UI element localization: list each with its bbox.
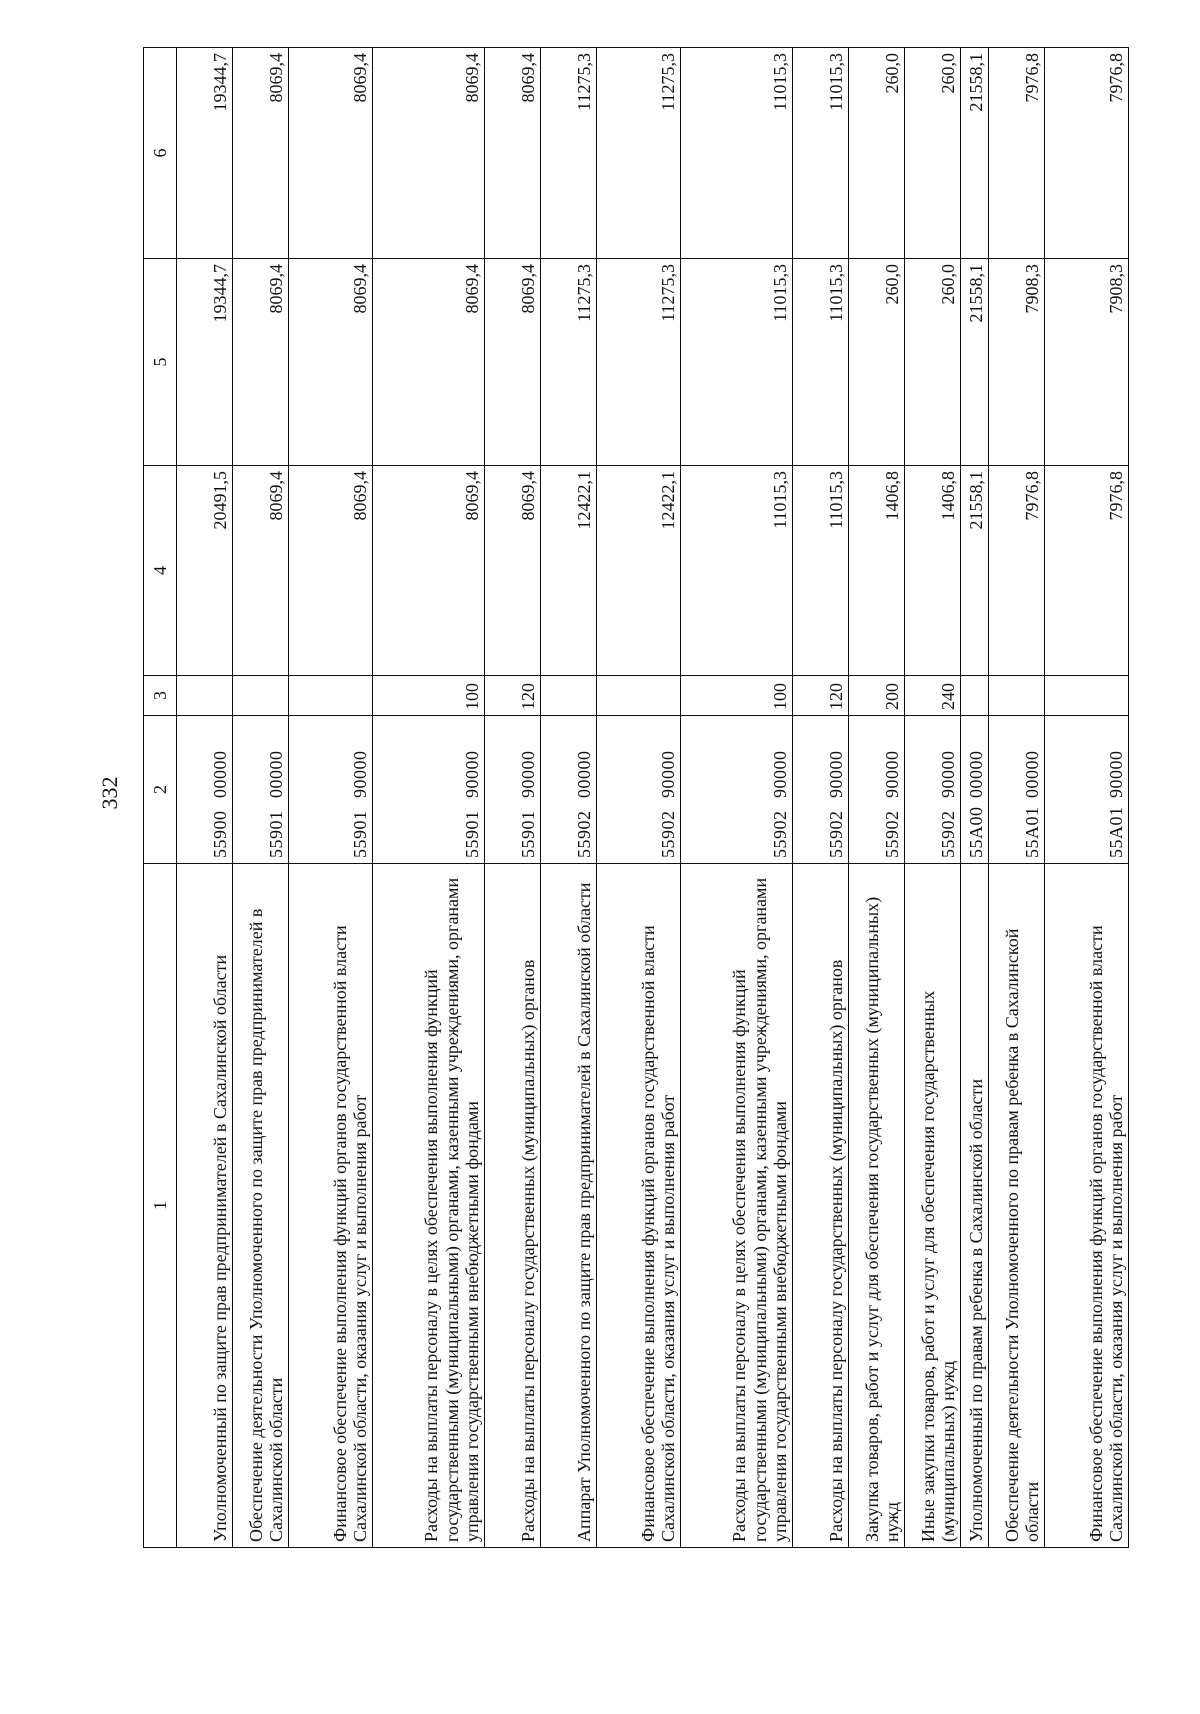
page-number: 332 [97, 776, 122, 810]
row-value-col4: 1406,8 [905, 466, 961, 676]
header-col-4: 4 [144, 466, 177, 676]
row-name: Уполномоченный по правам ребенка в Сахалинской области [961, 864, 989, 1548]
row-value-col5: 8069,4 [485, 259, 541, 466]
row-value-col5: 8069,4 [289, 259, 373, 466]
row-value-col4: 12422,1 [597, 466, 681, 676]
table-row [681, 48, 793, 1548]
row-expense-type [541, 676, 597, 716]
row-code-program: 55А01 [1106, 806, 1127, 858]
row-expense-type [289, 676, 373, 716]
row-name: Аппарат Уполномоченного по защите прав предпринимателей в Сахалинской области [541, 864, 597, 1548]
table-row [905, 48, 961, 1548]
row-value-col6: 21558,1 [961, 48, 989, 259]
row-code-direction: 90000 [1106, 750, 1127, 798]
row-value-col5: 8069,4 [233, 259, 289, 466]
row-target-code [961, 716, 989, 864]
row-expense-type [597, 676, 681, 716]
row-expense-type: 200 [849, 676, 905, 716]
row-code-program: 55902 [658, 810, 679, 858]
row-value-col5: 11275,3 [541, 259, 597, 466]
row-name: Расходы на выплаты персоналу государственных (муниципальных) органов [485, 864, 541, 1548]
row-target-code [681, 716, 793, 864]
row-value-col6: 11275,3 [541, 48, 597, 259]
row-name: Иные закупки товаров, работ и услуг для обеспечения государственных (муниципальных) нужд [905, 864, 961, 1548]
row-target-code [373, 716, 485, 864]
row-expense-type: 100 [373, 676, 485, 716]
row-target-code [289, 716, 373, 864]
row-name: Обеспечение деятельности Уполномоченного по защите прав предпринимателей в Сахалинской области [233, 864, 289, 1548]
table-row [849, 48, 905, 1548]
row-target-code [989, 716, 1045, 864]
table-row [597, 48, 681, 1548]
table-row [793, 48, 849, 1548]
table-row [541, 48, 597, 1548]
row-value-col4: 21558,1 [961, 466, 989, 676]
row-value-col4: 7976,8 [1045, 466, 1129, 676]
row-name: Уполномоченный по защите прав предпринимателей в Сахалинской области [177, 864, 233, 1548]
header-col-6: 6 [144, 48, 177, 259]
row-value-col5: 11015,3 [681, 259, 793, 466]
row-code-program: 55900 [210, 810, 231, 858]
row-code-program: 55902 [574, 810, 595, 858]
row-target-code [597, 716, 681, 864]
row-expense-type [177, 676, 233, 716]
table-row [289, 48, 373, 1548]
row-value-col4: 7976,8 [989, 466, 1045, 676]
row-code-program: 55902 [826, 810, 847, 858]
row-name: Расходы на выплаты персоналу в целях обеспечения выполнения функций государственными (муниципальными) органами, казенными учреждениями, органами управления государственными внебюджетными фондами [681, 864, 793, 1548]
table-row [961, 48, 989, 1548]
row-target-code [905, 716, 961, 864]
row-value-col4: 8069,4 [485, 466, 541, 676]
row-value-col6: 11015,3 [681, 48, 793, 259]
row-value-col4: 8069,4 [373, 466, 485, 676]
row-name: Расходы на выплаты персоналу государственных (муниципальных) органов [793, 864, 849, 1548]
row-expense-type: 120 [485, 676, 541, 716]
row-target-code [1045, 716, 1129, 864]
row-code-program: 55901 [350, 810, 371, 858]
row-value-col5: 260,0 [849, 259, 905, 466]
row-target-code [793, 716, 849, 864]
row-target-code [177, 716, 233, 864]
row-expense-type: 240 [905, 676, 961, 716]
row-target-code [485, 716, 541, 864]
table-header-row [144, 48, 177, 1548]
row-code-direction: 00000 [1022, 750, 1043, 798]
row-value-col5: 7908,3 [1045, 259, 1129, 466]
row-value-col4: 12422,1 [541, 466, 597, 676]
row-value-col6: 19344,7 [177, 48, 233, 259]
row-code-direction: 90000 [658, 750, 679, 798]
row-value-col6: 260,0 [905, 48, 961, 259]
row-value-col4: 8069,4 [289, 466, 373, 676]
row-value-col5: 8069,4 [373, 259, 485, 466]
row-name: Расходы на выплаты персоналу в целях обеспечения выполнения функций государственными (муниципальными) органами, казенными учреждениями, органами управления государственными внебюджетными фондами [373, 864, 485, 1548]
row-value-col4: 1406,8 [849, 466, 905, 676]
header-col-2: 2 [144, 716, 177, 864]
row-code-program: 55902 [938, 810, 959, 858]
header-col-1: 1 [144, 864, 177, 1548]
row-value-col6: 260,0 [849, 48, 905, 259]
row-code-program: 55901 [462, 810, 483, 858]
row-value-col6: 8069,4 [289, 48, 373, 259]
header-col-5: 5 [144, 259, 177, 466]
row-value-col5: 11015,3 [793, 259, 849, 466]
row-target-code [849, 716, 905, 864]
row-value-col6: 8069,4 [373, 48, 485, 259]
row-value-col4: 11015,3 [793, 466, 849, 676]
rotated-table-wrapper [143, 48, 1129, 1548]
row-value-col4: 8069,4 [233, 466, 289, 676]
row-code-direction: 00000 [966, 750, 987, 798]
header-col-3: 3 [144, 676, 177, 716]
row-value-col5: 260,0 [905, 259, 961, 466]
row-code-program: 55902 [770, 810, 791, 858]
table-row [233, 48, 289, 1548]
row-value-col4: 20491,5 [177, 466, 233, 676]
row-code-program: 55А01 [1022, 806, 1043, 858]
row-code-direction: 00000 [574, 750, 595, 798]
row-expense-type [989, 676, 1045, 716]
row-name: Финансовое обеспечение выполнения функций органов государственной власти Сахалинской области, оказания услуг и выполнения работ [1045, 864, 1129, 1548]
row-expense-type [233, 676, 289, 716]
row-expense-type: 100 [681, 676, 793, 716]
row-value-col6: 11015,3 [793, 48, 849, 259]
row-code-program: 55901 [266, 810, 287, 858]
row-code-direction: 90000 [826, 750, 847, 798]
row-code-direction: 90000 [770, 750, 791, 798]
row-value-col4: 11015,3 [681, 466, 793, 676]
row-code-direction: 90000 [462, 750, 483, 798]
row-code-direction: 90000 [350, 750, 371, 798]
row-value-col5: 21558,1 [961, 259, 989, 466]
row-name: Закупка товаров, работ и услуг для обеспечения государственных (муниципальных) нужд [849, 864, 905, 1548]
table-row [485, 48, 541, 1548]
row-name: Финансовое обеспечение выполнения функций органов государственной власти Сахалинской области, оказания услуг и выполнения работ [597, 864, 681, 1548]
row-code-direction: 90000 [882, 750, 903, 798]
row-code-direction: 90000 [518, 750, 539, 798]
row-value-col6: 7976,8 [989, 48, 1045, 259]
row-value-col6: 8069,4 [233, 48, 289, 259]
table-row [373, 48, 485, 1548]
row-value-col5: 11275,3 [597, 259, 681, 466]
row-expense-type: 120 [793, 676, 849, 716]
row-code-program: 55901 [518, 810, 539, 858]
row-value-col5: 19344,7 [177, 259, 233, 466]
table-row [1045, 48, 1129, 1548]
row-target-code [541, 716, 597, 864]
row-value-col5: 7908,3 [989, 259, 1045, 466]
row-target-code [233, 716, 289, 864]
row-name: Обеспечение деятельности Уполномоченного по правам ребенка в Сахалинской области [989, 864, 1045, 1548]
row-code-program: 55А00 [966, 806, 987, 858]
row-value-col6: 7976,8 [1045, 48, 1129, 259]
row-code-direction: 00000 [210, 750, 231, 798]
row-value-col6: 11275,3 [597, 48, 681, 259]
row-expense-type [961, 676, 989, 716]
row-expense-type [1045, 676, 1129, 716]
row-code-program: 55902 [882, 810, 903, 858]
table-row [989, 48, 1045, 1548]
row-name: Финансовое обеспечение выполнения функций органов государственной власти Сахалинской области, оказания услуг и выполнения работ [289, 864, 373, 1548]
row-value-col6: 8069,4 [485, 48, 541, 259]
budget-table [143, 47, 1129, 1548]
row-code-direction: 00000 [266, 750, 287, 798]
table-row [177, 48, 233, 1548]
row-code-direction: 90000 [938, 750, 959, 798]
